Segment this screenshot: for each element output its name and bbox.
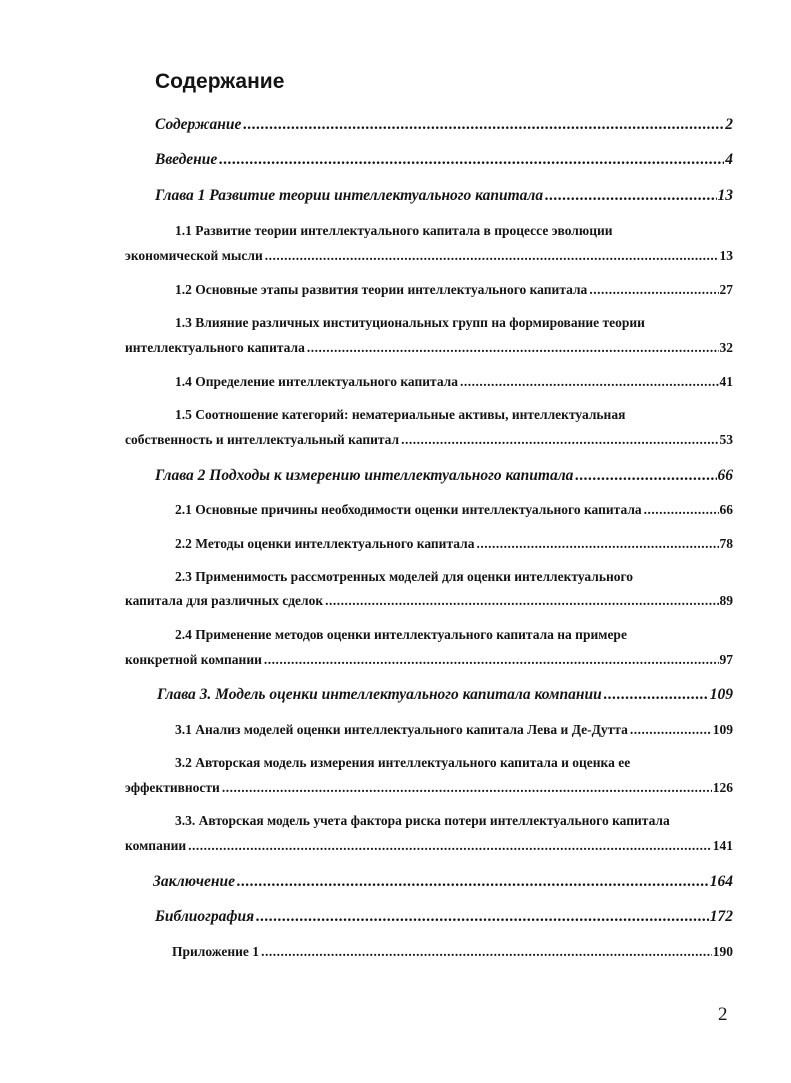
toc-entry-appendix-1 — [172, 944, 733, 960]
dot-leader — [630, 722, 712, 738]
toc-entry-label: интеллектуального капитала — [125, 340, 305, 355]
toc-entry-label: Содержание — [155, 116, 242, 133]
toc-entry-page: 27 — [719, 282, 733, 297]
toc-entry-chapter-3 — [157, 686, 733, 705]
toc-entry-label: компании — [125, 838, 187, 853]
toc-entry-page: 2 — [725, 116, 733, 133]
toc-entry-1-1-line1: 1.1 Развитие теории интеллектуального капитала в процессе эволюции — [175, 223, 613, 238]
toc-entry-page: 32 — [719, 340, 733, 355]
dot-leader — [575, 467, 716, 486]
toc-entry-conclusion — [153, 873, 733, 892]
toc-entry-page: 66 — [717, 467, 733, 484]
toc-entry-label: капитала для различных сделок — [125, 593, 324, 608]
dot-leader — [476, 536, 718, 552]
dot-leader — [222, 780, 712, 796]
toc-entry-3-3-line1: 3.3. Авторская модель учета фактора риска потери интеллектуального капитала — [175, 813, 670, 828]
toc-entry-label: Заключение — [153, 873, 235, 890]
toc-entry-page: 141 — [712, 838, 733, 853]
dot-leader — [545, 187, 716, 206]
toc-entry-page: 13 — [717, 187, 733, 204]
toc-entry-label: 1.4 Определение интеллектуального капитала — [175, 374, 459, 389]
toc-entry-page: 109 — [709, 686, 733, 703]
toc-entry-page: 97 — [719, 652, 733, 667]
toc-entry-page: 41 — [719, 374, 733, 389]
toc-entry-1-5 — [125, 432, 733, 448]
toc-entry-page: 66 — [719, 502, 733, 517]
dot-leader — [261, 944, 712, 960]
toc-entry-2-2 — [175, 536, 733, 552]
toc-entry-2-4 — [125, 652, 733, 668]
toc-entry-introduction — [155, 151, 733, 170]
dot-leader — [325, 593, 718, 609]
toc-entry-page: 109 — [712, 722, 733, 737]
toc-entry-page: 164 — [709, 873, 733, 890]
toc-entry-page: 190 — [712, 944, 733, 959]
toc-entry-label: Введение — [155, 151, 218, 168]
toc-entry-chapter-2 — [155, 467, 733, 486]
toc-entry-2-4-line1: 2.4 Применение методов оценки интеллектуального капитала на примере — [175, 627, 627, 642]
dot-leader — [307, 340, 719, 356]
dot-leader — [219, 151, 724, 170]
toc-entry-page: 172 — [709, 908, 733, 925]
dot-leader — [243, 116, 724, 135]
dot-leader — [460, 374, 718, 390]
toc-entry-page: 126 — [712, 780, 733, 795]
toc-entry-page: 4 — [725, 151, 733, 168]
toc-entry-contents — [155, 116, 733, 135]
toc-entry-2-3-line1: 2.3 Применимость рассмотренных моделей для оценки интеллектуального — [175, 569, 634, 584]
toc-entry-label: эффективности — [125, 780, 220, 795]
toc-entry-page: 78 — [719, 536, 733, 551]
toc-entry-bibliography — [155, 908, 733, 927]
toc-entry-label: Приложение 1 — [172, 944, 260, 959]
toc-entry-3-1 — [175, 722, 733, 738]
toc-entry-1-5-line1: 1.5 Соотношение категорий: нематериальные активы, интеллектуальная — [175, 407, 626, 422]
toc-entry-3-3 — [125, 838, 733, 854]
dot-leader — [256, 908, 709, 927]
toc-entry-label: экономической мысли — [125, 248, 263, 263]
toc-entry-1-3-line1: 1.3 Влияние различных институциональных групп на формирование теории — [175, 315, 645, 330]
dot-leader — [401, 432, 718, 448]
dot-leader — [265, 248, 719, 264]
toc-entry-1-2 — [175, 282, 733, 298]
toc-entry-1-1 — [125, 248, 733, 264]
toc-entry-label: собственность и интеллектуальный капитал — [125, 432, 400, 447]
toc-entry-label: конкретной компании — [125, 652, 262, 667]
toc-entry-1-3 — [125, 340, 733, 356]
toc-entry-2-1 — [175, 502, 733, 518]
toc-entry-3-2-line1: 3.2 Авторская модель измерения интеллектуального капитала и оценка ее — [175, 755, 631, 770]
toc-entry-label: Библиография — [155, 908, 255, 925]
dot-leader — [604, 686, 709, 705]
toc-entry-label: 2.2 Методы оценки интеллектуального капитала — [175, 536, 475, 551]
toc-entry-2-3 — [125, 593, 733, 609]
dot-leader — [264, 652, 719, 668]
dot-leader — [644, 502, 719, 518]
toc-entry-chapter-1 — [155, 187, 733, 206]
toc-entry-3-2 — [125, 780, 733, 796]
toc-entry-page: 89 — [719, 593, 733, 608]
toc-entry-label: 2.1 Основные причины необходимости оценки интеллектуального капитала — [175, 502, 642, 517]
toc-entry-page: 13 — [719, 248, 733, 263]
toc-entry-label: Глава 3. Модель оценки интеллектуального капитала компании — [157, 686, 602, 703]
dot-leader — [237, 873, 709, 892]
page-number: 2 — [718, 1004, 728, 1025]
toc-entry-label: Глава 1 Развитие теории интеллектуального капитала — [155, 187, 544, 204]
dot-leader — [188, 838, 712, 854]
toc-entry-page: 53 — [719, 432, 733, 447]
toc-entry-label: 1.2 Основные этапы развития теории интеллектуального капитала — [175, 282, 588, 297]
dot-leader — [589, 282, 718, 298]
toc-entry-label: Глава 2 Подходы к измерению интеллектуального капитала — [155, 467, 574, 484]
toc-entry-label: 3.1 Анализ моделей оценки интеллектуального капитала Лева и Де-Дутта — [175, 722, 628, 737]
page-title: Содержание — [155, 70, 285, 93]
toc-entry-1-4 — [175, 374, 733, 390]
